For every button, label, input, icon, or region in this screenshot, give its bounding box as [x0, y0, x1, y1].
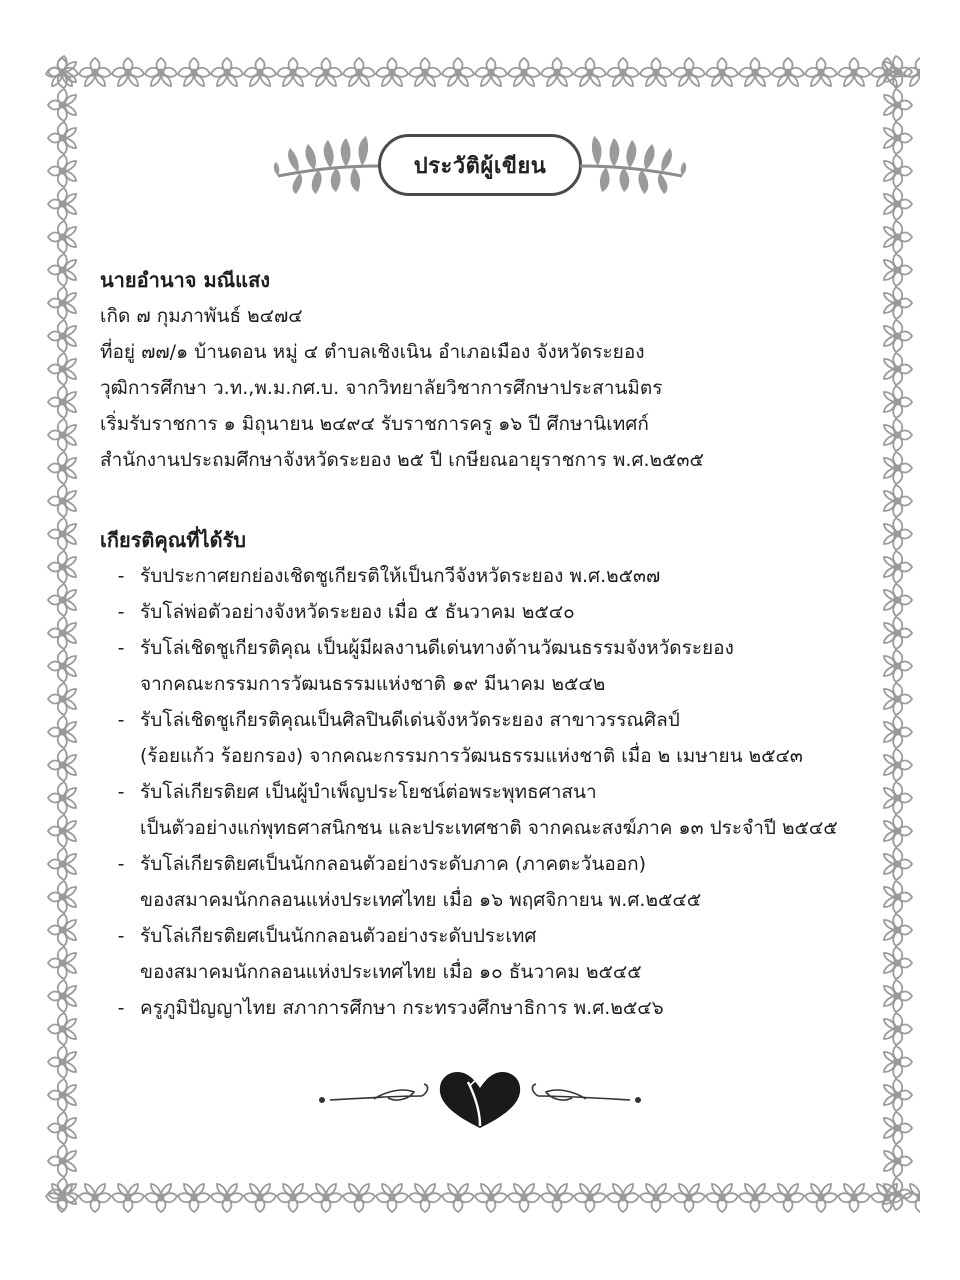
floral-motif-icon: [884, 287, 912, 319]
floral-motif-icon: [409, 1184, 441, 1212]
floral-motif-icon: [48, 1046, 76, 1078]
floral-motif-icon: [343, 1184, 375, 1212]
floral-motif-icon: [884, 716, 912, 748]
award-item: [100, 594, 870, 630]
floral-motif-icon: [48, 782, 76, 814]
list-bullet: -: [117, 709, 125, 731]
biography-content: [100, 262, 870, 1026]
floral-motif-icon: [574, 58, 606, 86]
floral-motif-icon: [838, 58, 870, 86]
floral-motif-icon: [48, 551, 76, 583]
floral-motif-icon: [46, 58, 78, 86]
list-bullet: -: [117, 565, 125, 587]
list-bullet: -: [117, 853, 125, 875]
awards-list: [100, 558, 870, 1026]
floral-motif-icon: [884, 1112, 912, 1144]
floral-motif-icon: [884, 122, 912, 154]
floral-motif-icon: [884, 254, 912, 286]
floral-motif-icon: [706, 1184, 738, 1212]
award-item: [100, 774, 870, 846]
bio-line-retirement: สำนักงานประถมศึกษาจังหวัดระยอง ๒๕ ปี เกษียณอายุราชการ พ.ศ.๒๕๓๕: [100, 449, 704, 471]
award-text: ครูภูมิปัญญาไทย สภาการศึกษา กระทรวงศึกษาธิการ พ.ศ.๒๕๔๖: [140, 997, 664, 1019]
floral-motif-icon: [48, 980, 76, 1012]
floral-motif-icon: [739, 58, 771, 86]
floral-motif-icon: [871, 1184, 903, 1212]
floral-motif-icon: [48, 518, 76, 550]
award-text: รับโล่เชิดชูเกียรติคุณเป็นศิลปินดีเด่นจังหวัดระยอง สาขาวรรณศิลป์: [140, 709, 680, 731]
award-text: รับโล่เกียรติยศ เป็นผู้บำเพ็ญประโยชน์ต่อพระพุทธศาสนา: [140, 781, 597, 803]
floral-motif-icon: [48, 320, 76, 352]
bodhi-leaf-icon: [440, 1072, 520, 1128]
floral-motif-icon: [48, 815, 76, 847]
floral-motif-icon: [48, 254, 76, 286]
floral-motif-icon: [48, 947, 76, 979]
floral-motif-icon: [640, 58, 672, 86]
award-text-continued: ของสมาคมนักกลอนแห่งประเทศไทย เมื่อ ๑๖ พฤศจิกายน พ.ศ.๒๕๔๕: [140, 889, 702, 911]
floral-motif-icon: [48, 287, 76, 319]
floral-motif-icon: [884, 188, 912, 220]
floral-motif-icon: [884, 518, 912, 550]
floral-motif-icon: [884, 1046, 912, 1078]
floral-motif-icon: [48, 485, 76, 517]
award-item: [100, 918, 870, 990]
floral-motif-icon: [48, 683, 76, 715]
bio-line-education: วุฒิการศึกษา ว.ท.,พ.ม.กศ.บ. จากวิทยาลัยวิชาการศึกษาประสานมิตร: [100, 377, 663, 399]
floral-border-bottom: [40, 1176, 920, 1220]
award-text: รับประกาศยกย่องเชิดชูเกียรติให้เป็นกวีจังหวัดระยอง พ.ศ.๒๕๓๗: [140, 565, 661, 587]
floral-motif-icon: [884, 650, 912, 682]
leaf-vine-icon: [578, 132, 690, 196]
floral-motif-icon: [376, 58, 408, 86]
floral-motif-icon: [884, 1145, 912, 1177]
list-bullet: -: [117, 997, 125, 1019]
award-text-continued: (ร้อยแก้ว ร้อยกรอง) จากคณะกรรมการวัฒนธรรมแห่งชาติ เมื่อ ๒ เมษายน ๒๕๔๓: [140, 745, 803, 767]
floral-motif-icon: [884, 815, 912, 847]
floral-motif-icon: [409, 58, 441, 86]
floral-motif-icon: [607, 1184, 639, 1212]
award-item: [100, 990, 870, 1026]
floral-motif-icon: [48, 188, 76, 220]
floral-motif-icon: [884, 155, 912, 187]
floral-motif-icon: [772, 1184, 804, 1212]
floral-motif-icon: [904, 58, 920, 86]
floral-motif-icon: [48, 617, 76, 649]
floral-border-right: [876, 50, 920, 1220]
floral-motif-icon: [145, 58, 177, 86]
awards-heading: เกียรติคุณที่ได้รับ: [100, 528, 246, 552]
floral-motif-icon: [884, 584, 912, 616]
title-frame: [378, 134, 582, 196]
floral-motif-icon: [48, 914, 76, 946]
floral-motif-icon: [541, 1184, 573, 1212]
list-bullet: -: [117, 925, 125, 947]
floral-motif-icon: [475, 1184, 507, 1212]
floral-motif-icon: [541, 58, 573, 86]
leaf-vine-icon: [270, 132, 382, 196]
floral-motif-icon: [772, 58, 804, 86]
floral-motif-icon: [48, 848, 76, 880]
floral-motif-icon: [48, 1145, 76, 1177]
flourish-left-icon: [319, 1084, 428, 1103]
floral-motif-icon: [48, 419, 76, 451]
bio-line-career-start: เริ่มรับราชการ ๑ มิถุนายน ๒๔๙๔ รับราชการครู ๑๖ ปี ศึกษานิเทศก์: [100, 413, 649, 435]
floral-motif-icon: [508, 1184, 540, 1212]
floral-motif-icon: [48, 386, 76, 418]
floral-motif-icon: [871, 58, 903, 86]
floral-motif-icon: [48, 353, 76, 385]
floral-motif-icon: [48, 122, 76, 154]
floral-motif-icon: [884, 485, 912, 517]
floral-motif-icon: [475, 58, 507, 86]
floral-motif-icon: [508, 58, 540, 86]
floral-motif-icon: [310, 1184, 342, 1212]
award-text-continued: จากคณะกรรมการวัฒนธรรมแห่งชาติ ๑๙ มีนาคม ๒๕๔๒: [140, 673, 606, 695]
floral-motif-icon: [607, 58, 639, 86]
floral-motif-icon: [79, 1184, 111, 1212]
floral-motif-icon: [673, 58, 705, 86]
floral-motif-icon: [884, 881, 912, 913]
floral-motif-icon: [884, 320, 912, 352]
award-item: [100, 846, 870, 918]
floral-motif-icon: [48, 221, 76, 253]
floral-motif-icon: [178, 1184, 210, 1212]
biography-details: [100, 298, 870, 478]
floral-motif-icon: [442, 58, 474, 86]
floral-motif-icon: [884, 1178, 912, 1210]
floral-motif-icon: [884, 419, 912, 451]
floral-motif-icon: [48, 584, 76, 616]
floral-motif-icon: [48, 1112, 76, 1144]
floral-motif-icon: [884, 617, 912, 649]
bio-line-address: ที่อยู่ ๗๗/๑ บ้านดอน หมู่ ๔ ตำบลเชิงเนิน อำเภอเมือง จังหวัดระยอง: [100, 341, 645, 363]
award-text-continued: ของสมาคมนักกลอนแห่งประเทศไทย เมื่อ ๑๐ ธันวาคม ๒๕๔๕: [140, 961, 642, 983]
award-item: [100, 558, 870, 594]
floral-motif-icon: [48, 1178, 76, 1210]
floral-motif-icon: [211, 58, 243, 86]
floral-motif-icon: [178, 58, 210, 86]
floral-motif-icon: [884, 1079, 912, 1111]
floral-motif-icon: [574, 1184, 606, 1212]
floral-motif-icon: [838, 1184, 870, 1212]
floral-motif-icon: [48, 1079, 76, 1111]
award-text: รับโล่เกียรติยศเป็นนักกลอนตัวอย่างระดับประเทศ: [140, 925, 537, 947]
floral-motif-icon: [277, 58, 309, 86]
floral-motif-icon: [244, 58, 276, 86]
floral-motif-icon: [706, 58, 738, 86]
floral-motif-icon: [805, 58, 837, 86]
floral-motif-icon: [884, 683, 912, 715]
award-text: รับโล่เชิดชูเกียรติคุณ เป็นผู้มีผลงานดีเด่นทางด้านวัฒนธรรมจังหวัดระยอง: [140, 637, 734, 659]
floral-motif-icon: [884, 89, 912, 121]
floral-motif-icon: [805, 1184, 837, 1212]
floral-motif-icon: [277, 1184, 309, 1212]
award-text: รับโล่พ่อตัวอย่างจังหวัดระยอง เมื่อ ๕ ธันวาคม ๒๕๔๐: [140, 601, 575, 623]
floral-motif-icon: [48, 650, 76, 682]
floral-motif-icon: [310, 58, 342, 86]
title-banner: [270, 128, 690, 204]
floral-motif-icon: [904, 1184, 920, 1212]
floral-motif-icon: [48, 452, 76, 484]
floral-border-left: [40, 50, 84, 1220]
floral-motif-icon: [884, 980, 912, 1012]
list-bullet: -: [117, 601, 125, 623]
list-bullet: -: [117, 781, 125, 803]
floral-motif-icon: [884, 914, 912, 946]
floral-motif-icon: [640, 1184, 672, 1212]
floral-border-top: [40, 50, 920, 94]
award-text-continued: เป็นตัวอย่างแก่พุทธศาสนิกชน และประเทศชาติ จากคณะสงฆ์ภาค ๑๓ ประจำปี ๒๕๔๕: [140, 817, 838, 839]
floral-motif-icon: [739, 1184, 771, 1212]
award-item: [100, 702, 870, 774]
page-title: ประวัติผู้เขียน: [413, 153, 547, 179]
floral-motif-icon: [48, 56, 76, 88]
floral-motif-icon: [48, 881, 76, 913]
floral-motif-icon: [79, 58, 111, 86]
floral-motif-icon: [46, 1184, 78, 1212]
floral-motif-icon: [211, 1184, 243, 1212]
floral-motif-icon: [48, 716, 76, 748]
award-item: [100, 630, 870, 702]
floral-motif-icon: [48, 89, 76, 121]
floral-motif-icon: [884, 353, 912, 385]
floral-motif-icon: [884, 947, 912, 979]
award-text: รับโล่เกียรติยศเป็นนักกลอนตัวอย่างระดับภาค (ภาคตะวันออก): [140, 853, 647, 875]
floral-motif-icon: [244, 1184, 276, 1212]
floral-motif-icon: [884, 551, 912, 583]
floral-motif-icon: [343, 58, 375, 86]
floral-motif-icon: [145, 1184, 177, 1212]
floral-motif-icon: [884, 848, 912, 880]
floral-motif-icon: [884, 221, 912, 253]
list-bullet: -: [117, 637, 125, 659]
floral-motif-icon: [112, 1184, 144, 1212]
floral-motif-icon: [442, 1184, 474, 1212]
floral-motif-icon: [884, 452, 912, 484]
floral-motif-icon: [48, 749, 76, 781]
bio-line-birth: เกิด ๗ กุมภาพันธ์ ๒๔๗๔: [100, 305, 303, 327]
floral-motif-icon: [884, 749, 912, 781]
floral-motif-icon: [673, 1184, 705, 1212]
flourish-right-icon: [532, 1084, 641, 1103]
author-name: นายอำนาจ มณีแสง: [100, 268, 271, 292]
floral-motif-icon: [884, 386, 912, 418]
floral-motif-icon: [48, 155, 76, 187]
floral-motif-icon: [376, 1184, 408, 1212]
footer-ornament: [304, 1062, 656, 1132]
floral-motif-icon: [48, 1013, 76, 1045]
floral-motif-icon: [884, 782, 912, 814]
floral-motif-icon: [112, 58, 144, 86]
floral-motif-icon: [884, 1013, 912, 1045]
floral-motif-icon: [884, 56, 912, 88]
